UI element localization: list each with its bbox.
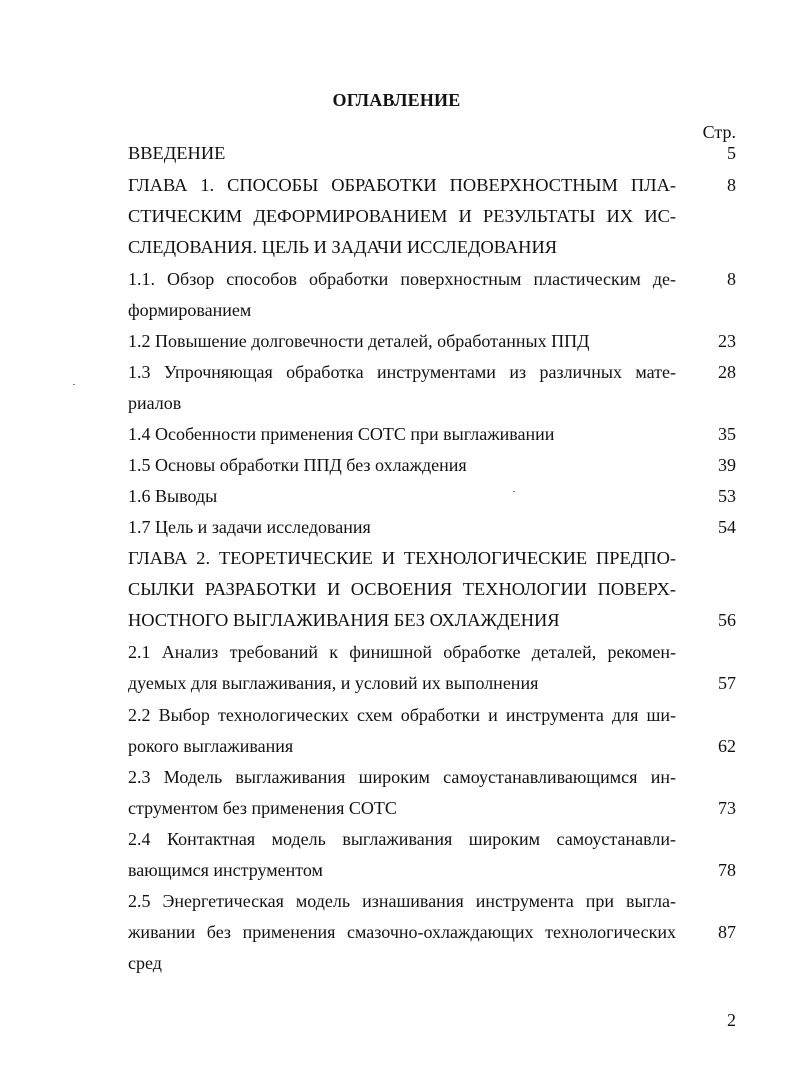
toc-entry-1-7: 1.7 Цель и задачи исследования [128,517,371,537]
toc-entry-2-5-line-3: сред [128,953,162,973]
toc-entry-chapter-1-line-2: СТИЧЕСКИМ ДЕФОРМИРОВАНИЕМ И РЕЗУЛЬТАТЫ ИХ ИС- [128,206,676,226]
toc-page-number: 53 [718,486,736,506]
toc-entry-1-2: 1.2 Повышение долговечности деталей, обработанных ППД [128,331,590,351]
toc-entry-chapter-2-line-2: СЫЛКИ РАЗРАБОТКИ И ОСВОЕНИЯ ТЕХНОЛОГИИ ПОВЕРХ- [128,579,676,599]
toc-entry-2-2-line-2: рокого выглаживания [128,736,294,756]
toc-page-number: 87 [718,922,736,942]
toc-page-number: 35 [718,424,736,444]
toc-entry-2-5-line-2: живании без применения смазочно-охлаждающих технологических [128,922,676,942]
toc-entry-1-1-line-1: 1.1. Обзор способов обработки поверхностным пластическим де- [128,269,676,289]
toc-page-number: 56 [718,610,736,630]
toc-page-number: 5 [727,143,736,163]
page-number: 2 [727,1010,736,1030]
page-title: ОГЛАВЛЕНИЕ [332,90,461,110]
toc-entry-chapter-1-line-3: СЛЕДОВАНИЯ. ЦЕЛЬ И ЗАДАЧИ ИССЛЕДОВАНИЯ [128,237,557,257]
toc-page-number: 73 [718,798,736,818]
toc-page-number: 28 [718,362,736,382]
toc-entry-1-1-line-2: формированием [128,300,252,320]
toc-entry-2-1-line-2: дуемых для выглаживания, и условий их выполнения [128,673,539,693]
toc-entry-1-3-line-1: 1.3 Упрочняющая обработка инструментами из различных мате- [128,362,676,382]
scan-speck [73,384,75,385]
toc-entry-introduction: ВВЕДЕНИЕ [128,143,226,163]
toc-page-number: 78 [718,860,736,880]
toc-entry-1-3-line-2: риалов [128,393,182,413]
toc-page-number: 54 [718,517,736,537]
toc-entry-chapter-2-line-1: ГЛАВА 2. ТЕОРЕТИЧЕСКИЕ И ТЕХНОЛОГИЧЕСКИЕ ПРЕДПО- [128,548,676,568]
toc-page-number: 8 [727,269,736,289]
toc-entry-chapter-2-line-3: НОСТНОГО ВЫГЛАЖИВАНИЯ БЕЗ ОХЛАЖДЕНИЯ [128,610,560,630]
toc-page-number: 39 [718,455,736,475]
page-column-header: Стр. [702,122,736,142]
toc-entry-2-4-line-1: 2.4 Контактная модель выглаживания широким самоустанавли- [128,829,676,849]
toc-entry-2-3-line-2: струментом без применения СОТС [128,798,397,818]
toc-page-number: 8 [727,175,736,195]
toc-page-number: 62 [718,736,736,756]
toc-page-number: 57 [718,673,736,693]
toc-page-number: 23 [718,331,736,351]
toc-entry-2-4-line-2: вающимся инструментом [128,860,323,880]
toc-entry-1-6: 1.6 Выводы [128,486,218,506]
toc-entry-2-2-line-1: 2.2 Выбор технологических схем обработки и инструмента для ши- [128,705,676,725]
scan-speck [513,491,515,492]
toc-entry-2-5-line-1: 2.5 Энергетическая модель изнашивания инструмента при выгла- [128,891,676,911]
toc-entry-chapter-1-line-1: ГЛАВА 1. СПОСОБЫ ОБРАБОТКИ ПОВЕРХНОСТНЫМ ПЛА- [128,175,676,195]
toc-entry-1-5: 1.5 Основы обработки ППД без охлаждения [128,455,467,475]
toc-entry-2-3-line-1: 2.3 Модель выглаживания широким самоустанавливающимся ин- [128,767,676,787]
toc-entry-1-4: 1.4 Особенности применения СОТС при выглаживании [128,424,555,444]
toc-entry-2-1-line-1: 2.1 Анализ требований к финишной обработке деталей, рекомен- [128,642,676,662]
